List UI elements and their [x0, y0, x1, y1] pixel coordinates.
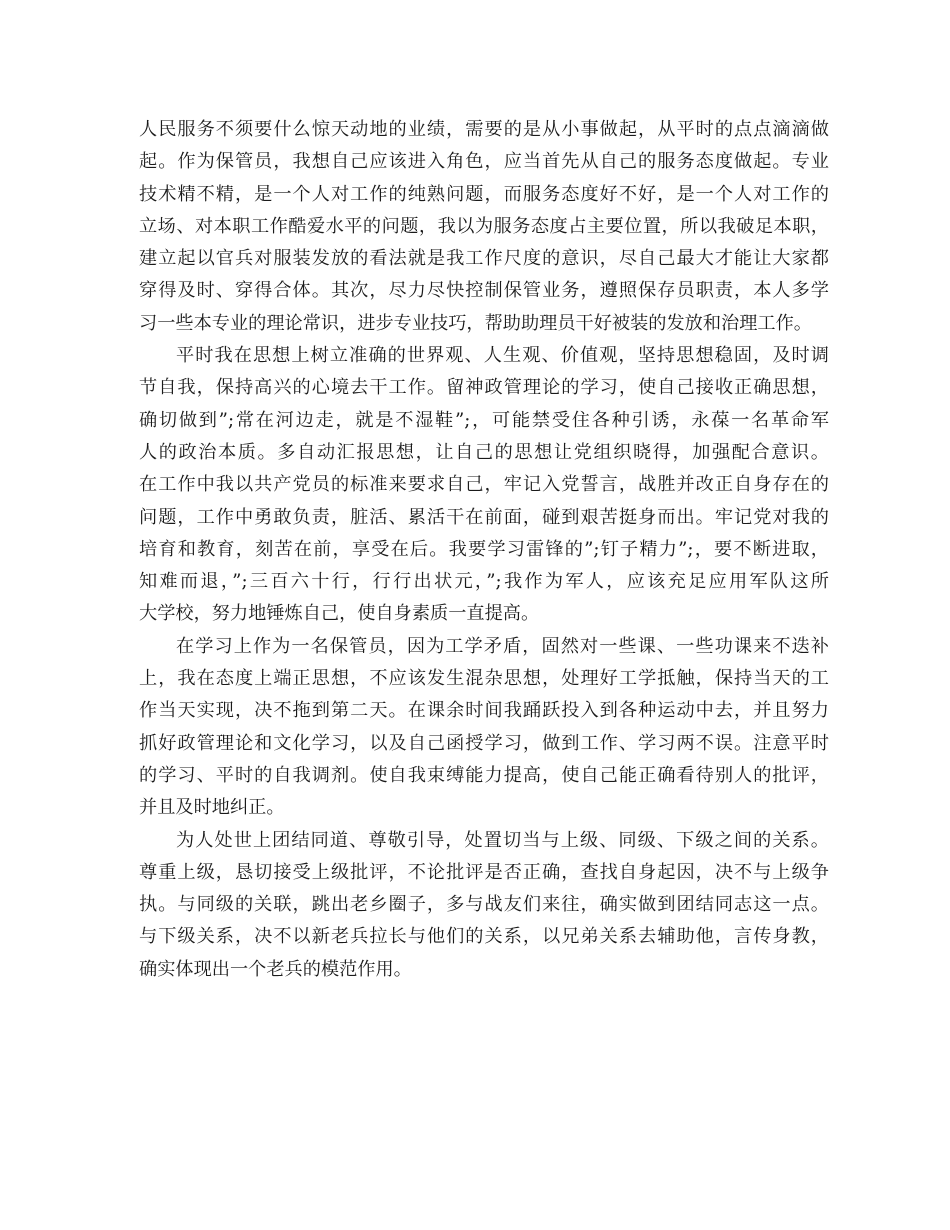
text-line: 知难而退，”;三百六十行，行行出状元，”;我作为军人，应该充足应用军队这所 — [139, 571, 829, 593]
text-line: 执。与同级的关联，跳出老乡圈子，多与战友们来往，确实做到团结同志这一点。 — [139, 894, 829, 916]
text-line: 习一些本专业的理论常识，进步专业技巧，帮助助理员干好被装的发放和治理工作。 — [139, 312, 812, 334]
text-line: 并且及时地纠正。 — [139, 797, 285, 819]
paragraph — [139, 825, 829, 986]
text-line: 节自我，保持高兴的心境去干工作。留神政管理论的学习，使自己接收正确思想， — [139, 377, 829, 399]
text-line: 与下级关系，决不以新老兵拉长与他们的关系，以兄弟关系去辅助他，言传身教， — [139, 926, 829, 948]
paragraph — [139, 340, 829, 631]
text-line: 平时我在思想上树立准确的世界观、人生观、价值观，坚持思想稳固，及时调 — [176, 345, 829, 367]
body-text — [139, 114, 829, 986]
text-line: 确实体现出一个老兵的模范作用。 — [139, 958, 412, 980]
text-line: 在学习上作为一名保管员，因为工学矛盾，固然对一些课、一些功课来不迭补 — [176, 635, 829, 657]
text-line: 建立起以官兵对服装发放的看法就是我工作尺度的意识，尽自己最大才能让大家都 — [139, 248, 829, 270]
text-line: 人民服务不须要什么惊天动地的业绩，需要的是从小事做起，从平时的点点滴滴做 — [139, 119, 829, 140]
text-line: 上，我在态度上端正思想，不应该发生混杂思想，处理好工学抵触，保持当天的工 — [139, 668, 829, 690]
text-line: 抓好政管理论和文化学习，以及自己函授学习，做到工作、学习两不误。注意平时 — [139, 732, 829, 754]
text-line: 技术精不精，是一个人对工作的纯熟问题，而服务态度好不好，是一个人对工作的 — [139, 183, 829, 205]
text-line: 的学习、平时的自我调剂。使自我束缚能力提高，使自己能正确看待别人的批评， — [139, 764, 829, 786]
text-line: 立场、对本职工作酷爱水平的问题，我以为服务态度占主要位置，所以我破足本职， — [139, 215, 829, 237]
text-line: 作当天实现，决不拖到第二天。在课余时间我踊跃投入到各种运动中去，并且努力 — [139, 700, 829, 722]
text-line: 问题，工作中勇敢负责，脏活、累活干在前面，碰到艰苦挺身而出。牢记党对我的 — [139, 506, 829, 528]
text-line: 为人处世上团结同道、尊敬引导，处置切当与上级、同级、下级之间的关系。 — [176, 829, 829, 851]
text-line: 起。作为保管员，我想自己应该进入角色，应当首先从自己的服务态度做起。专业 — [139, 151, 829, 173]
text-line: 尊重上级，恳切接受上级批评，不论批评是否正确，查找自身起因，决不与上级争 — [139, 861, 829, 883]
text-line: 人的政治本质。多自动汇报思想，让自己的思想让党组织晓得，加强配合意识。 — [139, 441, 829, 463]
text-line: 大学校，努力地锤炼自己，使自身素质一直提高。 — [139, 603, 540, 625]
text-line: 在工作中我以共产党员的标准来要求自己，牢记入党誓言，战胜并改正自身存在的 — [139, 474, 829, 496]
text-line: 培育和教育，刻苦在前，享受在后。我要学习雷锋的”;钉子精力”;，要不断进取， — [139, 538, 829, 560]
paragraph — [139, 114, 829, 340]
paragraph — [139, 631, 829, 825]
text-line: 穿得及时、穿得合体。其次，尽力尽快控制保管业务，遵照保存员职责，本人多学 — [139, 280, 829, 302]
text-line: 确切做到”;常在河边走，就是不湿鞋”;，可能禁受住各种引诱，永葆一名革命军 — [139, 409, 829, 431]
